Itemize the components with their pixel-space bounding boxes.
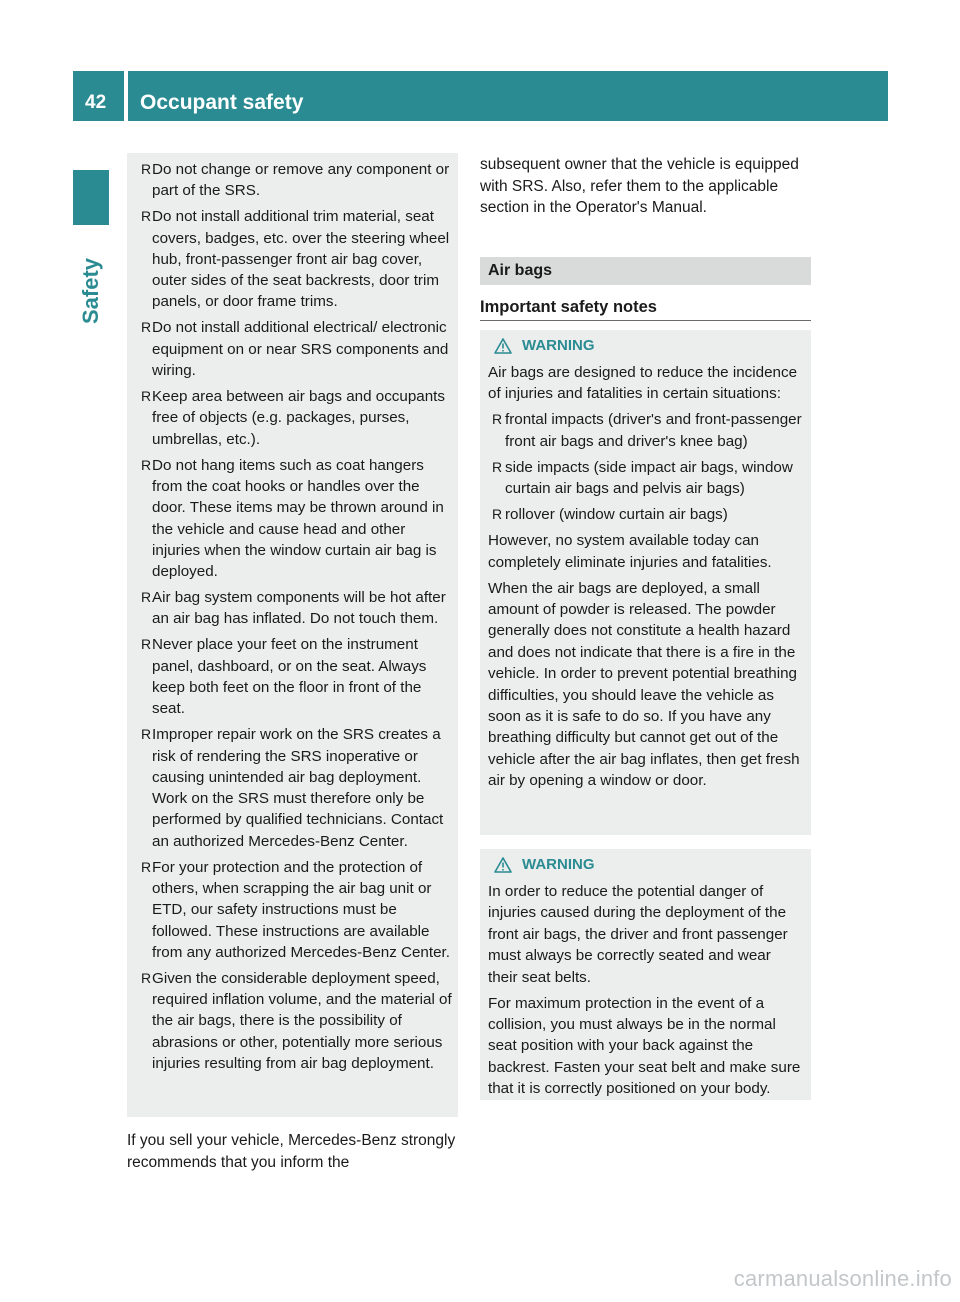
list-item: R frontal impacts (driver's and front-passenger front air bags and driver's knee bag) xyxy=(492,411,802,450)
bullet-icon: R xyxy=(141,589,152,606)
list-item: R Do not install additional trim material, seat covers, badges, etc. over the steering wheel hub, front-passenger front air bag cover, outer sides of the seat backrests, door trim panels, or door frame trims. xyxy=(141,208,450,311)
srs-instructions-list xyxy=(127,153,458,1074)
warning-text: For maximum protection in the event of a collision, you must always be in the normal seat position with your back against the backrest. Fasten your seat belt and make sure that it is correctly positioned on your body. xyxy=(488,994,801,1098)
list-item: R rollover (window curtain air bags) xyxy=(488,504,803,525)
list-item: R Improper repair work on the SRS creates a risk of rendering the SRS inoperative or causing unintended air bag deployment. Work on the SRS must therefore only be performed by qualified technicians. Contact an authorized Mercedes-Benz Center. xyxy=(141,726,444,850)
warning-triangle-icon xyxy=(494,857,512,873)
list-item: R For your protection and the protection of others, when scrapping the air bag unit or ETD, our safety instructions must be followed. These instructions are available from any authorized Mercedes-Benz Center. xyxy=(141,858,450,961)
warning-text: However, no system available today can completely eliminate injuries and fatalities. xyxy=(488,532,772,571)
warning-box-airbags xyxy=(480,330,811,835)
warning-title xyxy=(494,855,803,875)
warning-label: WARNING xyxy=(522,337,595,354)
list-item: R Do not change or remove any component or part of the SRS. xyxy=(141,161,450,200)
bullet-icon: R xyxy=(141,319,152,336)
impact-list xyxy=(488,409,803,525)
warning-label: WARNING xyxy=(522,856,595,873)
bullet-icon: R xyxy=(492,411,503,428)
bullet-icon: R xyxy=(141,636,152,653)
bullet-icon: R xyxy=(492,506,503,523)
list-item: R Given the considerable deployment speed, required inflation volume, and the material of the air bags, there is the possibility of abrasions or other, potentially more serious injuries resulting from air bag deployment. xyxy=(141,969,452,1073)
list-item: R Never place your feet on the instrument panel, dashboard, or on the seat. Always keep both feet on the floor in front of the seat. xyxy=(141,636,427,718)
bullet-icon: R xyxy=(141,726,152,743)
bullet-icon: R xyxy=(141,858,152,875)
warning-triangle-icon xyxy=(494,338,512,354)
bullet-icon: R xyxy=(141,456,152,473)
bullet-icon: R xyxy=(141,969,152,986)
resale-paragraph-continued: subsequent owner that the vehicle is equipped with SRS. Also, refer them to the applicable section in the Operator's Manual. xyxy=(480,156,799,216)
list-item: R Do not install additional electrical/ electronic equipment on or near SRS components and wiring. xyxy=(141,319,449,380)
warning-title xyxy=(494,336,803,356)
subheading-rule xyxy=(480,320,811,321)
side-tab-marker xyxy=(73,170,109,225)
warning-text: Air bags are designed to reduce the incidence of injuries and fatalities in certain situations: xyxy=(488,364,798,403)
side-tab[interactable] xyxy=(73,232,109,350)
bullet-icon: R xyxy=(141,161,152,177)
bullet-icon: R xyxy=(141,388,152,405)
list-item: R Do not hang items such as coat hangers from the coat hooks or handles over the door. These items may be thrown around in the vehicle and cause head and other injuries when the window curtain air bag is deployed. xyxy=(141,456,444,581)
srs-instructions-box xyxy=(127,153,458,1117)
warning-box-seating xyxy=(480,849,811,1100)
list-item: R side impacts (side impact air bags, window curtain air bags and pelvis air bags) xyxy=(492,458,793,498)
watermark: carmanualsonline.info xyxy=(733,1266,952,1291)
bullet-icon: R xyxy=(492,458,503,475)
subheading: Important safety notes xyxy=(480,298,657,316)
resale-paragraph: If you sell your vehicle, Mercedes-Benz strongly recommends that you inform the xyxy=(127,1132,456,1171)
side-tab-label: Safety xyxy=(78,257,104,325)
header-divider xyxy=(124,71,128,121)
chapter-title: Occupant safety xyxy=(140,91,304,114)
list-item: R Keep area between air bags and occupants free of objects (e.g. packages, purses, umbrellas, etc.). xyxy=(141,388,445,448)
warning-text: When the air bags are deployed, a small amount of powder is released. The powder generally does not constitute a health hazard and does not indicate that there is a fire in the vehicle. In order to prevent potential breathing difficulties, you should leave the vehicle as soon as it is safe to do so. If you have any breathing difficulty but cannot get out of the vehicle after the air bag inflates, then get fresh air by opening a window or door. xyxy=(488,579,800,790)
page-number: 42 xyxy=(85,92,107,113)
section-heading: Air bags xyxy=(480,257,811,285)
list-item: R Air bag system components will be hot after an air bag has inflated. Do not touch them. xyxy=(141,589,446,628)
bullet-icon: R xyxy=(141,208,152,225)
warning-text: In order to reduce the potential danger of injuries caused during the deployment of the front air bags, the driver and front passenger must always be correctly seated and wear their seat belts. xyxy=(488,883,788,986)
